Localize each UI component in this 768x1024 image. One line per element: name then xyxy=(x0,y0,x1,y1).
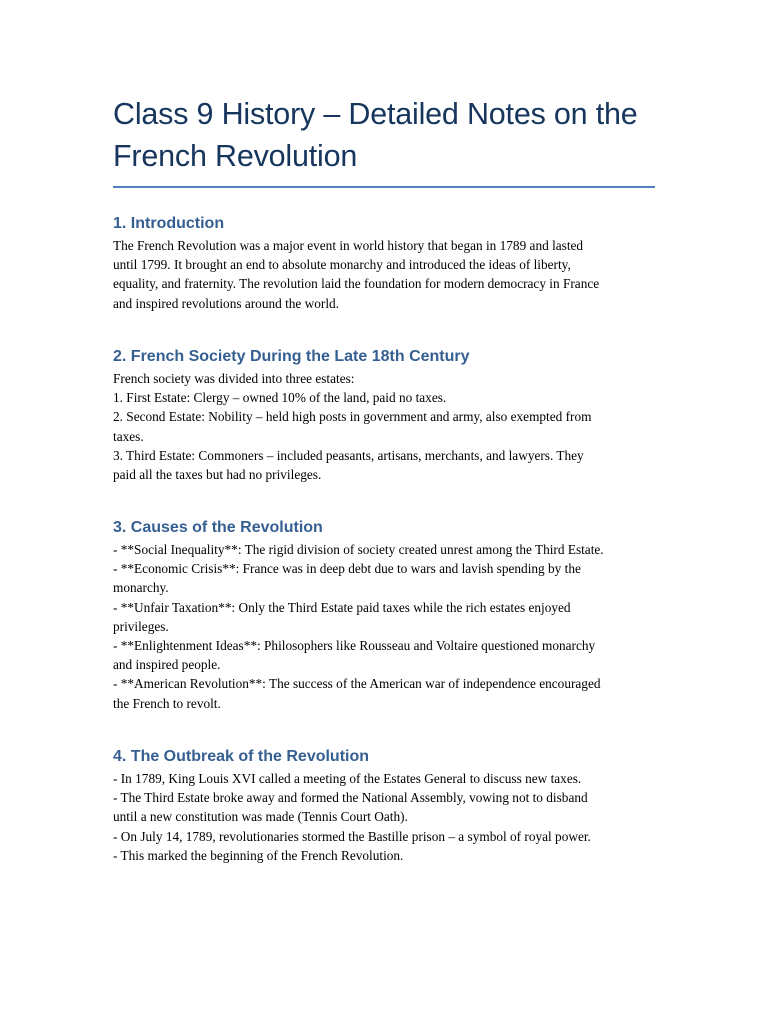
document-title-line: Class 9 History – Detailed Notes on the xyxy=(113,97,638,131)
body-line: 1. First Estate: Clergy – owned 10% of the land, paid no taxes. xyxy=(113,390,447,406)
body-line: privileges. xyxy=(113,618,169,634)
section-causes xyxy=(113,517,658,713)
document-title xyxy=(113,0,658,177)
body-line: - **Economic Crisis**: France was in deep debt due to wars and lavish spending by the xyxy=(113,561,581,577)
body-line: paid all the taxes but had no privileges. xyxy=(113,467,322,483)
title-underline-rule xyxy=(113,186,655,188)
body-line: the French to revolt. xyxy=(113,695,221,711)
section-body xyxy=(113,369,658,484)
body-line: equality, and fraternity. The revolution laid the foundation for modern democracy in France xyxy=(113,276,600,292)
body-line: - **Social Inequality**: The rigid division of society created unrest among the Third Estate. xyxy=(113,542,604,557)
body-line: taxes. xyxy=(113,428,144,444)
body-line: The French Revolution was a major event in world history that began in 1789 and lasted xyxy=(113,238,584,253)
body-line: French society was divided into three estates: xyxy=(113,371,355,386)
body-line: - **American Revolution**: The success of the American war of independence encouraged xyxy=(113,676,601,692)
section-body xyxy=(113,769,658,865)
section-heading: 2. French Society During the Late 18th Century xyxy=(113,348,470,365)
body-line: and inspired people. xyxy=(113,657,221,673)
body-line: - This marked the beginning of the French Revolution. xyxy=(113,847,404,863)
body-line: 3. Third Estate: Commoners – included peasants, artisans, merchants, and lawyers. They xyxy=(113,447,584,463)
section-body xyxy=(113,540,658,713)
body-line: and inspired revolutions around the world. xyxy=(113,295,340,311)
body-line: 2. Second Estate: Nobility – held high posts in government and army, also exempted from xyxy=(113,409,592,425)
section-heading: 3. Causes of the Revolution xyxy=(113,519,323,536)
body-line: - **Unfair Taxation**: Only the Third Estate paid taxes while the rich estates enjoyed xyxy=(113,599,571,615)
section-body xyxy=(113,236,658,313)
body-line: - **Enlightenment Ideas**: Philosophers like Rousseau and Voltaire questioned monarchy xyxy=(113,638,596,654)
section-french-society xyxy=(113,346,658,484)
body-line: until 1799. It brought an end to absolute monarchy and introduced the ideas of liberty, xyxy=(113,257,571,273)
section-heading: 4. The Outbreak of the Revolution xyxy=(113,748,370,765)
body-line: until a new constitution was made (Tennis Court Oath). xyxy=(113,809,408,825)
body-line: - On July 14, 1789, revolutionaries stormed the Bastille prison – a symbol of royal power. xyxy=(113,828,591,844)
section-outbreak xyxy=(113,746,658,865)
document-page xyxy=(113,0,658,863)
section-introduction xyxy=(113,213,658,313)
document-title-line: French Revolution xyxy=(113,139,358,173)
body-line: - In 1789, King Louis XVI called a meeting of the Estates General to discuss new taxes. xyxy=(113,771,582,786)
body-line: monarchy. xyxy=(113,580,169,596)
section-heading: 1. Introduction xyxy=(113,215,225,232)
body-line: - The Third Estate broke away and formed the National Assembly, vowing not to disband xyxy=(113,790,588,806)
